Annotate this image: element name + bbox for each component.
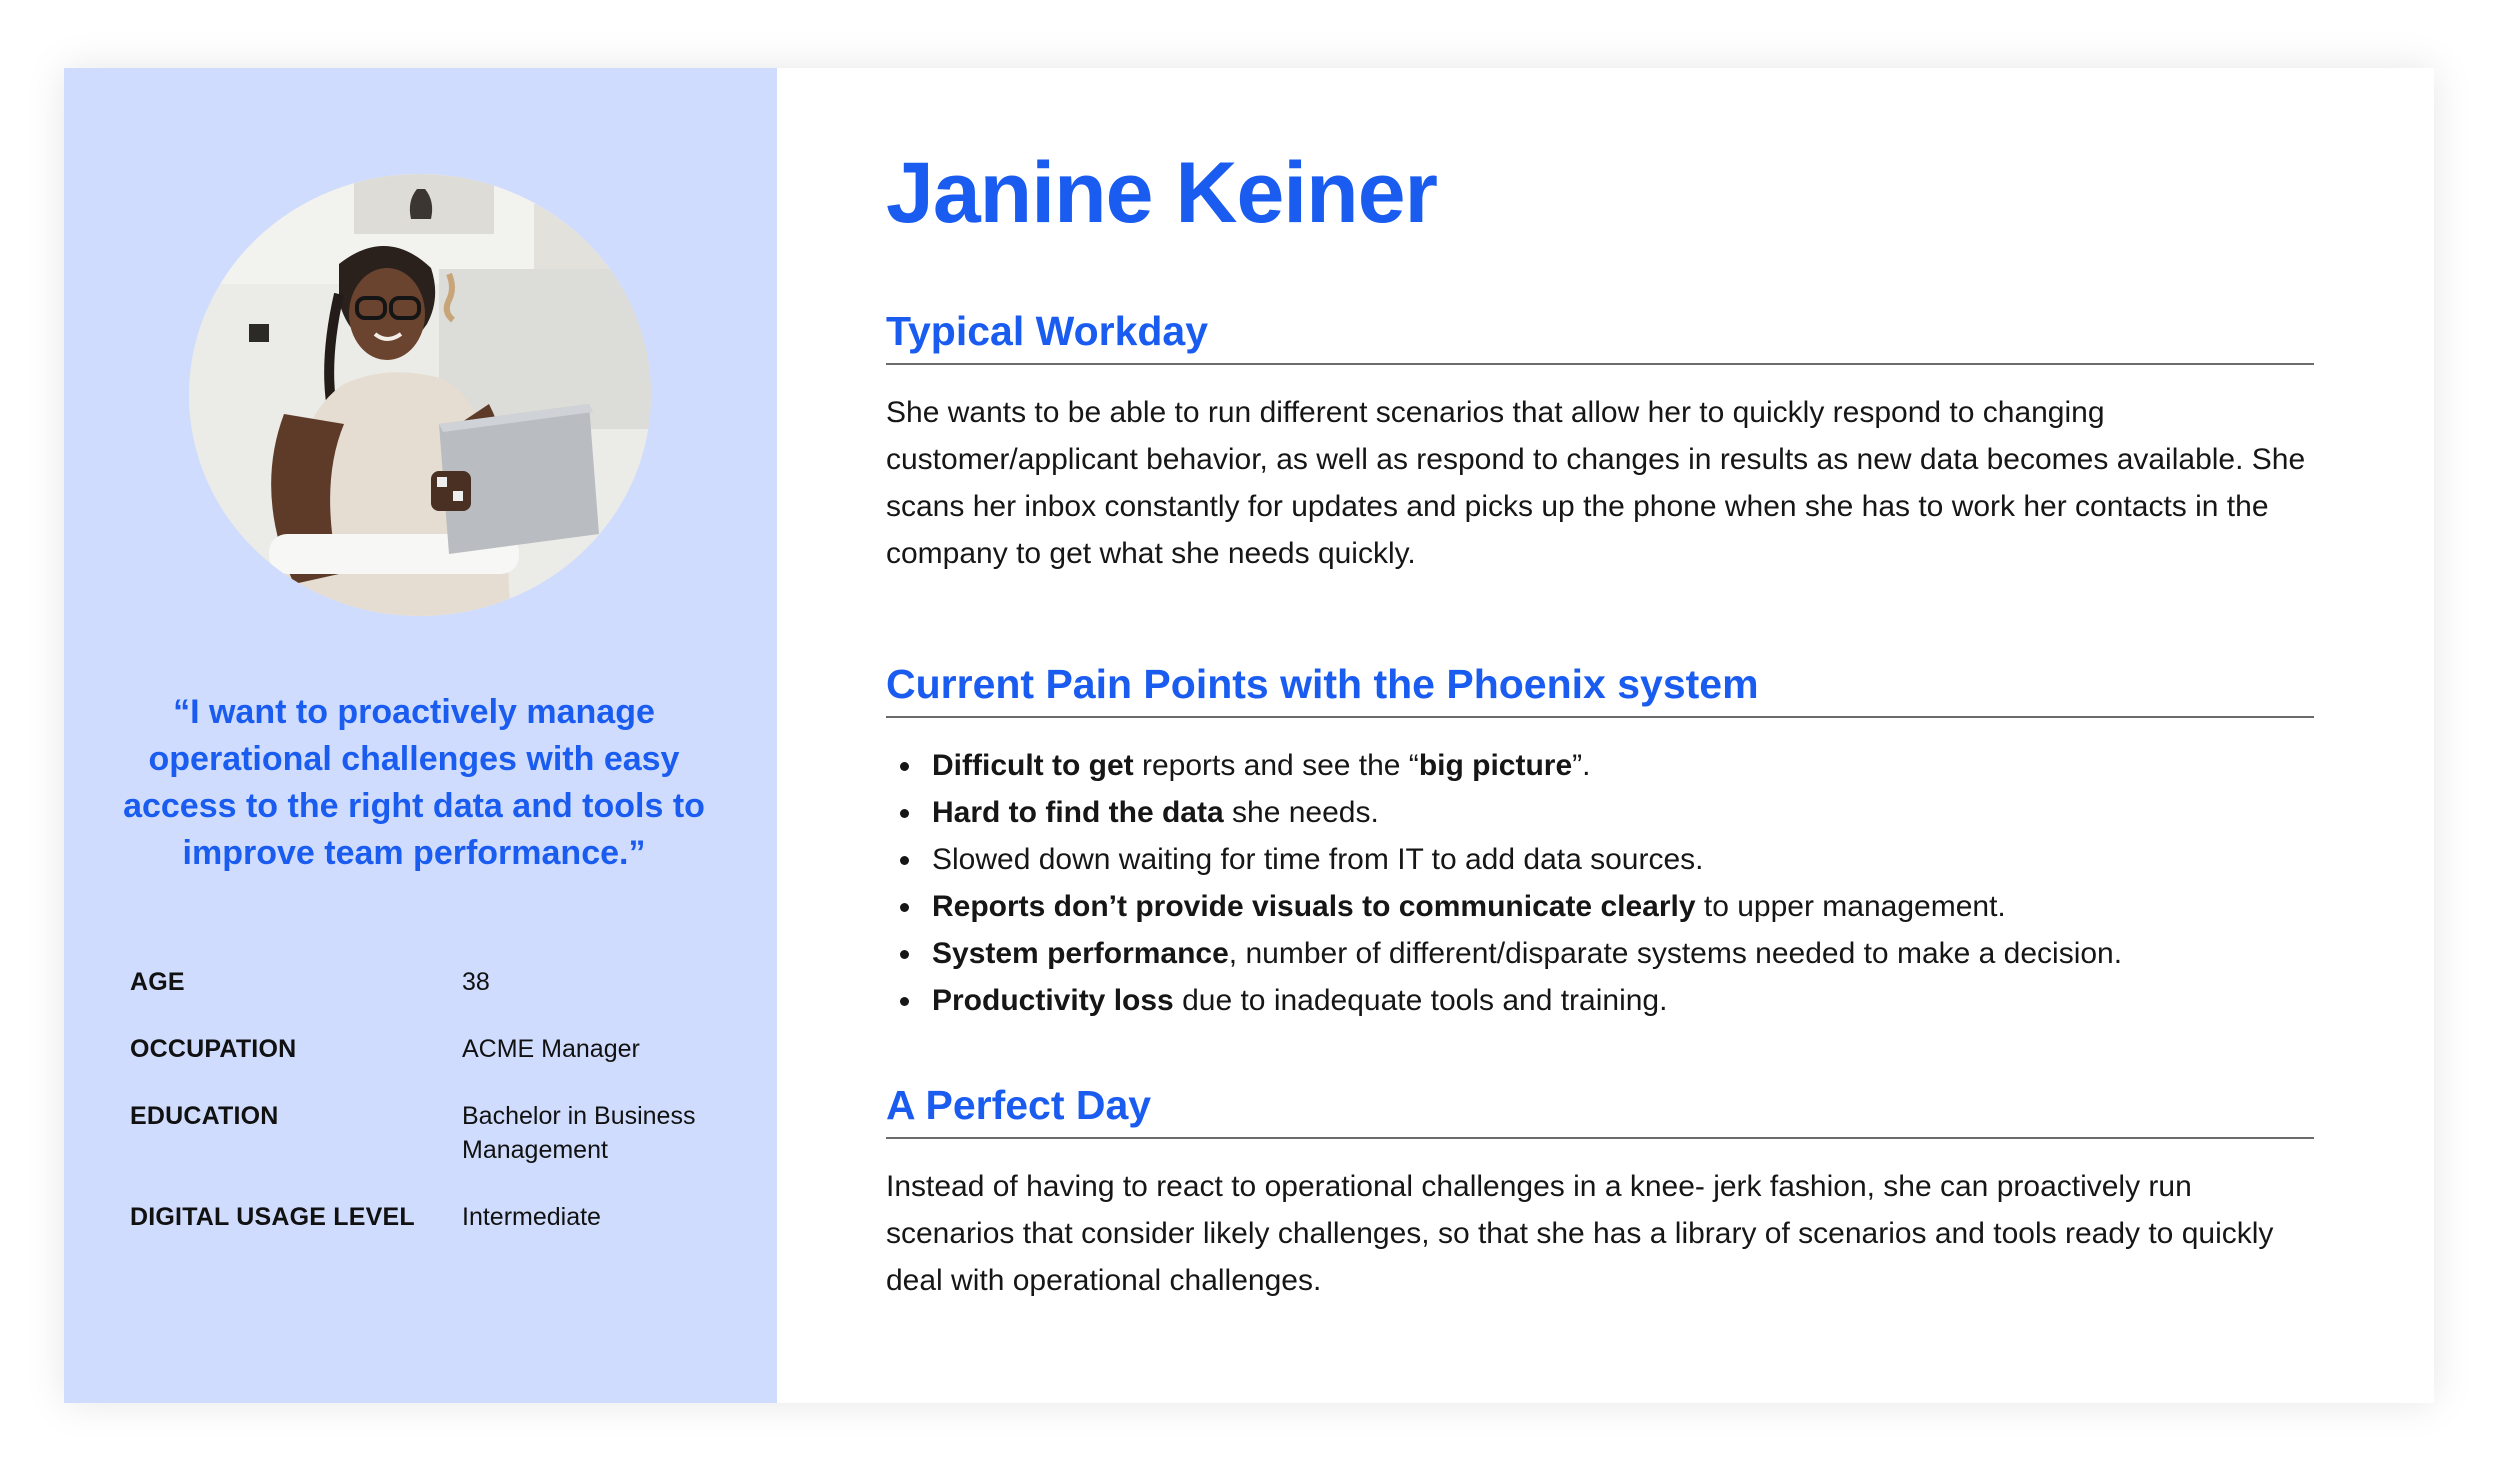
section-perfect-day [886,1077,2314,1304]
bullet-text: she needs. [1223,796,1379,829]
attribute-value: Bachelor in Business Management [462,1102,696,1164]
bullet-bold: System performance [932,937,1229,970]
attribute-value: ACME Manager [462,1035,640,1063]
bullet-text: , number of different/disparate systems needed to make a decision. [1228,937,2123,970]
section-body: She wants to be able to run different scenarios that allow her to quickly respond to changing customer/applicant behavior, as well as respond to changes in results as new data becomes available. She scans her inbox constantly for updates and picks up the phone when she has to work her contacts in the company to get what she needs quickly. [886,396,2306,570]
list-item [886,789,2314,836]
section-title: Current Pain Points with the Phoenix system [886,656,2314,718]
persona-card [64,68,2434,1403]
list-item [886,836,2314,883]
attribute-label: EDUCATION [130,1102,279,1130]
attribute-label: AGE [130,968,185,996]
list-item [886,977,2314,1024]
section-typical-workday [886,303,2314,577]
bullet-text: due to inadequate tools and training. [1173,984,1668,1017]
pain-points-list [886,742,2314,1024]
section-title: Typical Workday [886,303,2314,365]
bullet-text: Slowed down waiting for time from IT to add data sources. [932,843,1704,876]
attribute-value: Intermediate [462,1203,601,1231]
section-body: Instead of having to react to operational challenges in a knee- jerk fashion, she can proactively run scenarios that consider likely challenges, so that she has a library of scenarios and tools ready to quickly deal with operational challenges. [886,1170,2274,1297]
bullet-text: reports and see the “ [1133,749,1419,782]
list-item [886,742,2314,789]
bullet-bold: Difficult to get [932,749,1134,782]
bullet-text: to upper management. [1695,890,2006,923]
bullet-text: ”. [1572,749,1591,782]
attribute-label: OCCUPATION [130,1035,297,1063]
bullet-bold: Reports don’t provide visuals to communicate clearly [932,890,1696,923]
attribute-row-age [130,965,750,999]
attribute-row-digital-usage [130,1200,750,1234]
attribute-value: 38 [462,968,490,996]
bullet-bold: big picture [1418,749,1573,782]
attribute-label: DIGITAL USAGE LEVEL [130,1203,415,1231]
bullet-bold: Hard to find the data [932,796,1224,829]
bullet-bold: Productivity loss [932,984,1174,1017]
avatar [189,174,651,616]
list-item [886,883,2314,930]
persona-name: Janine Keiner [886,145,1437,241]
persona-quote: “I want to proactively manage operational challenges with easy access to the right data and tools to improve team performance.” [123,693,705,872]
attribute-row-education [130,1099,750,1167]
list-item [886,930,2314,977]
avatar-photo-illustration [189,174,651,616]
section-pain-points [886,656,2314,1024]
persona-sidebar [64,68,777,1403]
section-title: A Perfect Day [886,1077,2314,1139]
persona-attributes [130,965,750,1267]
attribute-row-occupation [130,1032,750,1066]
